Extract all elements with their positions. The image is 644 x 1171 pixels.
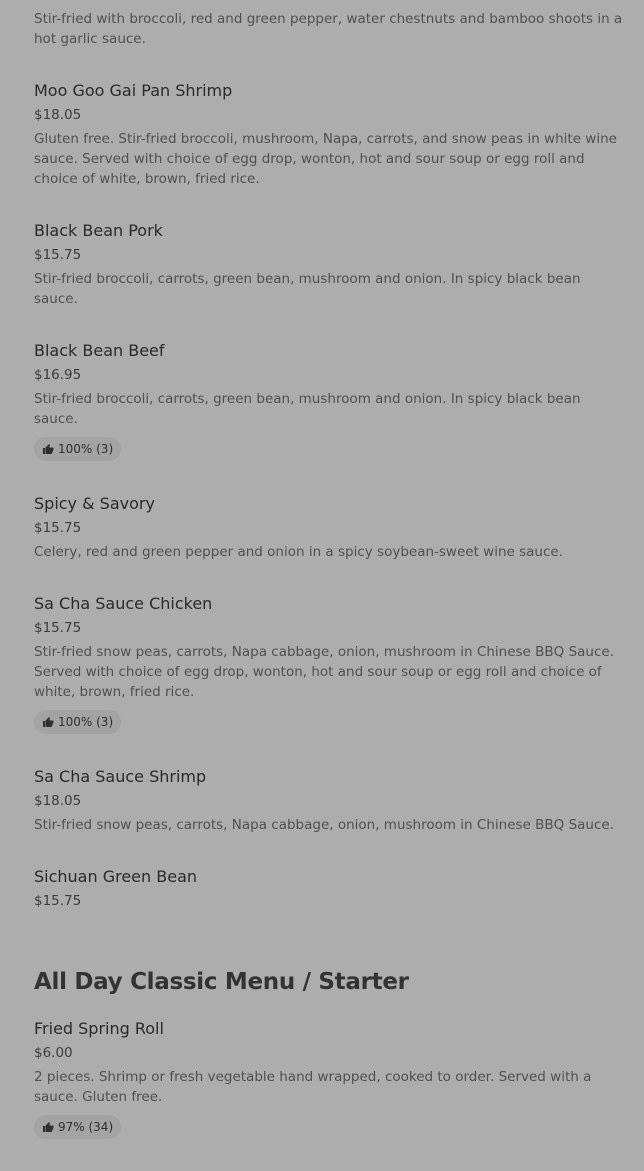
thumbs-up-icon: [42, 1121, 54, 1133]
item-name: Moo Goo Gai Pan Shrimp: [34, 81, 233, 100]
menu-item-moo-goo-gai-pan-shrimp[interactable]: [34, 80, 624, 220]
menu-item-black-bean-beef[interactable]: [34, 340, 624, 493]
item-description: Stir-fried broccoli, carrots, green bean, mushroom and onion. In spicy black bean sauce.: [34, 271, 581, 307]
item-description: 2 pieces. Shrimp or fresh vegetable hand wrapped, cooked to order. Served with a sauce. Gluten free.: [34, 1069, 592, 1105]
rating-badge: [34, 1115, 121, 1139]
menu-item-black-bean-pork[interactable]: [34, 220, 624, 340]
item-name: Spicy & Savory: [34, 494, 155, 513]
item-name: Fried Spring Roll: [34, 1019, 164, 1038]
item-description: Gluten free. Stir-fried broccoli, mushroom, Napa, carrots, and snow peas in white wine sauce. Served with choice of egg drop, wonton, hot and sour soup or egg roll and choice of white, brown, fried rice.: [34, 131, 617, 187]
item-description: Stir-fried snow peas, carrots, Napa cabbage, onion, mushroom in Chinese BBQ Sauce.: [34, 817, 614, 833]
item-name: Sa Cha Sauce Shrimp: [34, 767, 207, 786]
item-description: Stir-fried with broccoli, red and green pepper, water chestnuts and bamboo shoots in a hot garlic sauce.: [34, 11, 623, 47]
item-price: $15.75: [34, 620, 82, 636]
menu-item-sa-cha-sauce-shrimp[interactable]: [34, 766, 624, 866]
thumbs-up-icon: [42, 716, 54, 728]
item-price: $15.75: [34, 893, 82, 909]
item-price: $6.00: [34, 1045, 73, 1061]
menu-item-spicy-savory[interactable]: [34, 493, 624, 593]
item-price: $18.05: [34, 107, 82, 123]
rating-text: 100% (3): [58, 715, 114, 729]
thumbs-up-icon: [42, 443, 54, 455]
rating-text: 97% (34): [58, 1120, 114, 1134]
item-name: Black Bean Beef: [34, 341, 165, 360]
menu-item-sichuan-green-bean[interactable]: [34, 866, 624, 942]
item-price: $18.05: [34, 793, 82, 809]
item-price: $16.95: [34, 367, 82, 383]
menu-item-sa-cha-sauce-chicken[interactable]: [34, 593, 624, 766]
item-price: $15.75: [34, 247, 82, 263]
item-description: Stir-fried snow peas, carrots, Napa cabbage, onion, mushroom in Chinese BBQ Sauce. Served with choice of egg drop, wonton, hot and sour soup or egg roll and choice of white, brown, fried rice.: [34, 644, 614, 700]
menu-list: [34, 0, 624, 1171]
section-title: All Day Classic Menu / Starter: [34, 969, 409, 995]
item-description: Celery, red and green pepper and onion in a spicy soybean-sweet wine sauce.: [34, 544, 563, 560]
item-description: Stir-fried broccoli, carrots, green bean, mushroom and onion. In spicy black bean sauce.: [34, 391, 581, 427]
item-name: Black Bean Pork: [34, 221, 163, 240]
rating-badge: [34, 437, 121, 461]
item-name: Sichuan Green Bean: [34, 867, 198, 886]
menu-item-fried-spring-roll[interactable]: [34, 1018, 624, 1171]
rating-badge: [34, 710, 121, 734]
item-price: $15.75: [34, 520, 82, 536]
item-name: Sa Cha Sauce Chicken: [34, 594, 213, 613]
rating-text: 100% (3): [58, 442, 114, 456]
